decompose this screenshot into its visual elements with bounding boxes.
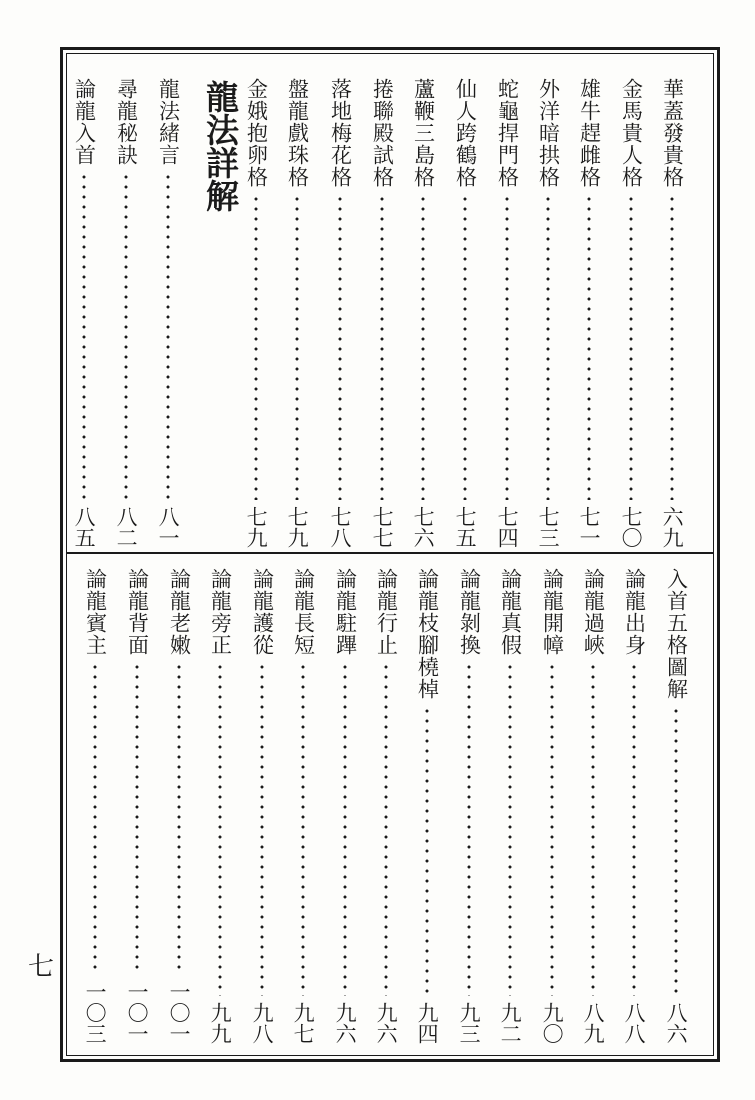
entry-title: 論龍真假	[498, 568, 523, 656]
entry-page-number: 九三	[457, 1002, 482, 1044]
entry-title: 論龍入首	[72, 78, 97, 166]
entry-page-number: 九七	[291, 1002, 316, 1044]
entry-page-number: 七〇	[619, 506, 644, 548]
top-entry	[243, 78, 269, 548]
dot-leader	[218, 662, 222, 996]
entry-title: 論龍旁正	[208, 568, 233, 656]
dot-leader	[124, 172, 128, 500]
entry-title: 捲聯殿試格	[370, 78, 395, 188]
entry-page-number: 八八	[622, 1002, 647, 1044]
entry-title: 論龍背面	[125, 568, 150, 656]
bottom-entry	[621, 568, 647, 1044]
entry-title: 華蓋發貴格	[660, 78, 685, 188]
entry-title: 落地梅花格	[328, 78, 353, 188]
entry-page-number: 一〇一	[167, 981, 192, 1044]
entry-title: 蘆鞭三島格	[411, 78, 436, 188]
entry-title: 論龍出身	[622, 568, 647, 656]
bottom-entry	[497, 568, 523, 1044]
section-heading: 龍法詳解	[201, 80, 240, 212]
entry-page-number: 八九	[581, 1002, 606, 1044]
bottom-entry	[166, 568, 192, 1044]
entry-title: 金娥抱卵格	[244, 78, 269, 188]
dot-leader	[505, 194, 509, 500]
entry-title: 論龍駐蹕	[333, 568, 358, 656]
entry-page-number: 七九	[285, 506, 310, 548]
dot-leader	[254, 194, 258, 500]
dot-leader	[587, 194, 591, 500]
bottom-entry	[249, 568, 275, 1044]
dot-leader	[343, 662, 347, 996]
bottom-entry	[539, 568, 565, 1044]
entry-page-number: 八一	[156, 506, 181, 548]
dot-leader	[670, 194, 674, 500]
dot-leader	[591, 662, 595, 996]
dot-leader	[177, 662, 181, 975]
dot-leader	[135, 662, 139, 975]
top-entry	[576, 78, 602, 548]
top-entry	[327, 78, 353, 548]
bottom-entry	[207, 568, 233, 1044]
dot-leader	[82, 172, 86, 500]
bottom-entry	[290, 568, 316, 1044]
entry-page-number: 九九	[208, 1002, 233, 1044]
bottom-entry	[82, 568, 108, 1044]
bottom-entry	[580, 568, 606, 1044]
dot-leader	[467, 662, 471, 996]
entry-page-number: 一〇一	[125, 981, 150, 1044]
entry-title: 論龍長短	[291, 568, 316, 656]
entry-page-number: 七七	[370, 506, 395, 548]
entry-page-number: 八五	[72, 506, 97, 548]
dot-leader	[425, 706, 429, 996]
dot-leader	[301, 662, 305, 996]
dot-leader	[421, 194, 425, 500]
entry-title: 論龍剝換	[457, 568, 482, 656]
bottom-entry	[332, 568, 358, 1044]
entry-page-number: 一〇三	[83, 981, 108, 1044]
top-entry	[659, 78, 685, 548]
entry-page-number: 七九	[244, 506, 269, 548]
entry-page-number: 六九	[660, 506, 685, 548]
top-entry	[284, 78, 310, 548]
page-number: 七	[28, 952, 55, 982]
dot-leader	[546, 194, 550, 500]
entry-title: 雄牛趕雌格	[577, 78, 602, 188]
entry-page-number: 九四	[415, 1002, 440, 1044]
dot-leader	[632, 662, 636, 996]
section-divider	[66, 552, 714, 554]
entry-title: 仙人跨鶴格	[453, 78, 478, 188]
top-entry	[410, 78, 436, 548]
dot-leader	[508, 662, 512, 996]
dot-leader	[629, 194, 633, 500]
entry-page-number: 七八	[328, 506, 353, 548]
entry-title: 論龍行止	[374, 568, 399, 656]
dot-leader	[295, 194, 299, 500]
entry-page-number: 七一	[577, 506, 602, 548]
dot-leader	[384, 662, 388, 996]
dot-leader	[260, 662, 264, 996]
bottom-entry	[456, 568, 482, 1044]
entry-title: 論龍過峽	[581, 568, 606, 656]
entry-title: 入首五格圖解	[664, 568, 689, 700]
bottom-entry	[414, 568, 440, 1044]
top-entry	[155, 78, 181, 548]
entry-page-number: 九八	[250, 1002, 275, 1044]
entry-title: 外洋暗拱格	[536, 78, 561, 188]
bottom-entry	[373, 568, 399, 1044]
entry-title: 論龍開幛	[540, 568, 565, 656]
top-entry	[618, 78, 644, 548]
entry-title: 尋龍秘訣	[114, 78, 139, 166]
dot-leader	[463, 194, 467, 500]
entry-page-number: 九二	[498, 1002, 523, 1044]
dot-leader	[550, 662, 554, 996]
entry-title: 論龍賓主	[83, 568, 108, 656]
bottom-entry	[124, 568, 150, 1044]
entry-page-number: 七四	[495, 506, 520, 548]
entry-page-number: 九六	[374, 1002, 399, 1044]
dot-leader	[338, 194, 342, 500]
dot-leader	[93, 662, 97, 975]
dot-leader	[380, 194, 384, 500]
entry-title: 盤龍戲珠格	[285, 78, 310, 188]
top-entry	[71, 78, 97, 548]
entry-page-number: 九〇	[540, 1002, 565, 1044]
entry-page-number: 七六	[411, 506, 436, 548]
entry-title: 論龍護從	[250, 568, 275, 656]
top-entry	[452, 78, 478, 548]
top-entry	[535, 78, 561, 548]
entry-title: 論龍枝腳橈棹	[415, 568, 440, 700]
dot-leader	[674, 706, 678, 996]
entry-page-number: 七三	[536, 506, 561, 548]
entry-page-number: 八二	[114, 506, 139, 548]
bottom-entry	[663, 568, 689, 1044]
entry-page-number: 九六	[333, 1002, 358, 1044]
entry-title: 蛇龜捍門格	[495, 78, 520, 188]
entry-page-number: 八六	[664, 1002, 689, 1044]
top-entry	[369, 78, 395, 548]
dot-leader	[166, 172, 170, 500]
entry-page-number: 七五	[453, 506, 478, 548]
entry-title: 論龍老嫩	[167, 568, 192, 656]
entry-title: 金馬貴人格	[619, 78, 644, 188]
top-entry	[113, 78, 139, 548]
top-entry	[494, 78, 520, 548]
entry-title: 龍法緒言	[156, 78, 181, 166]
